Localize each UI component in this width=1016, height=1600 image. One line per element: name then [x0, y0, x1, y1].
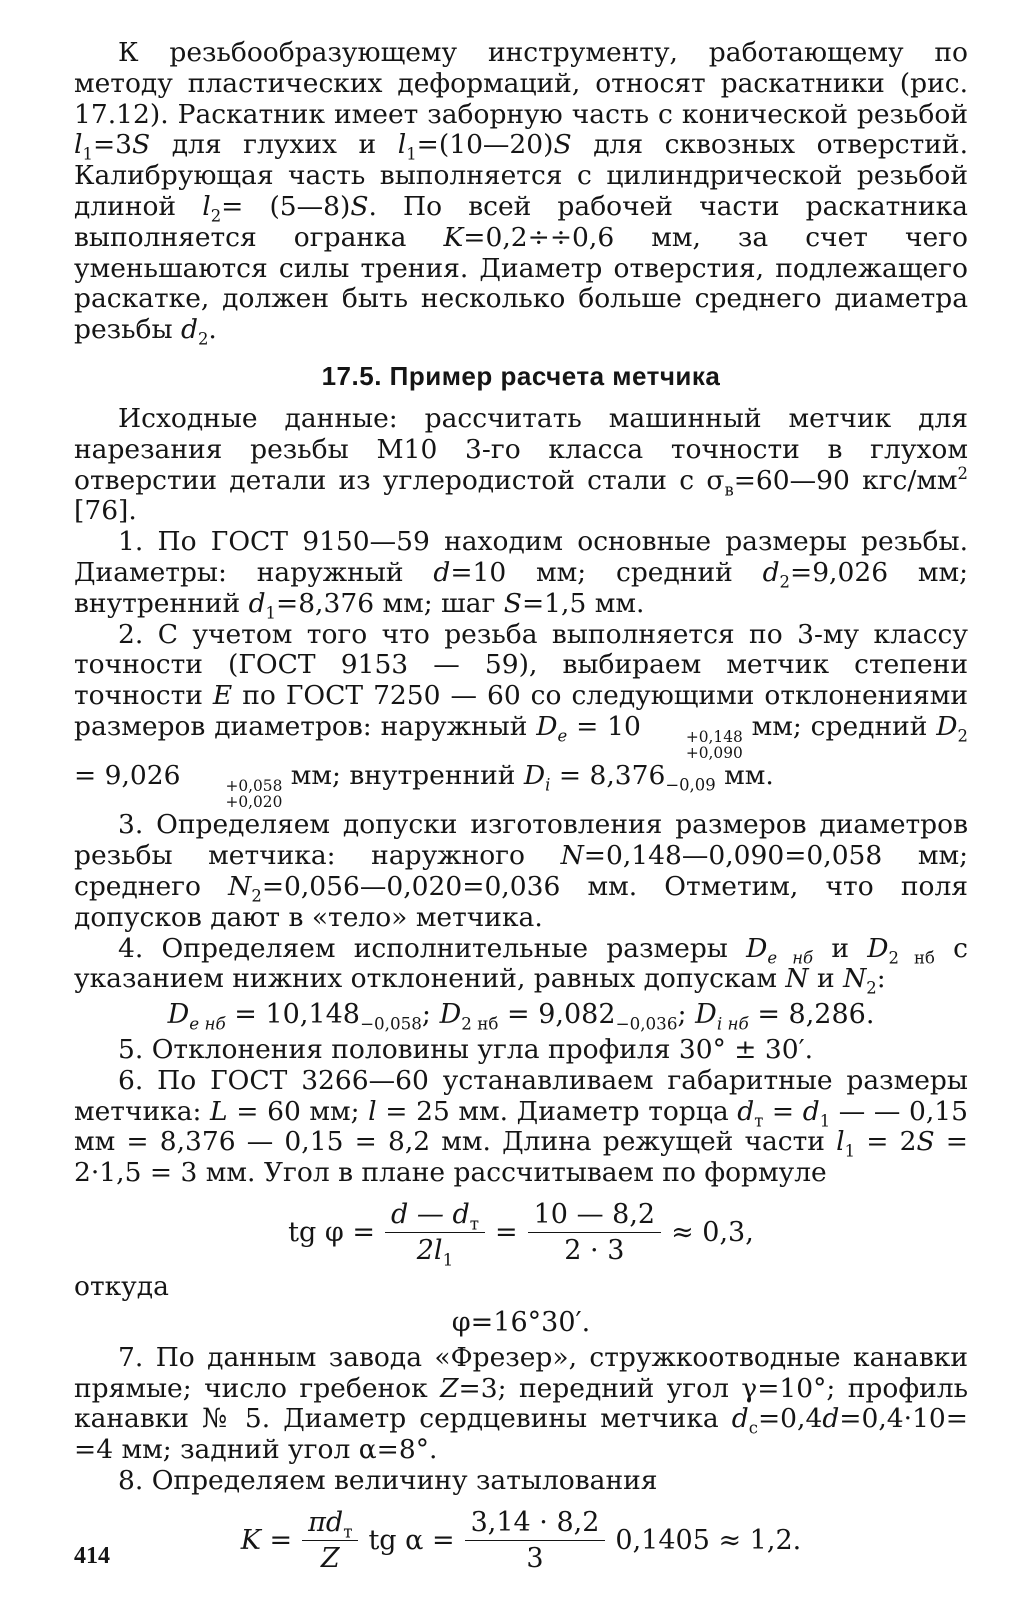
step-3-paragraph: 3. Определяем допуски изготовления размеров диаметров резьбы метчика: наружного N=0,148—0,090=0,058 мм; среднего $N_2=0,056—0,020=0,036$ мм. Отметим, что поля допусков дают в «тело» метчика.	[74, 809, 969, 933]
page-number: 414	[74, 1543, 110, 1569]
step-1-paragraph: 1. По ГОСТ 9150—59 находим основные размеры резьбы. Диаметры: наружный d=10 мм; средний $d_2=9,026$ мм; внутренний $d_1=8,376$ мм; шаг S=1,5 мм.	[74, 526, 968, 623]
page-body	[74, 38, 968, 1580]
step-4-paragraph: 4. Определяем исполнительные размеры $D_{e нб}$ и $D_{2 нб}$ с указанием нижних отклонений, равных допускам N и $N_2$:	[74, 932, 968, 998]
backoff-formula: K = $\frac{\pi d_т}{Z}$ tg α = $\frac{3,14 \cdot 8,2}{3}$ 0,1405 ≈ 1,2.	[240, 1506, 802, 1574]
step-5-paragraph: 5. Отклонения половины угла профиля 30° ± 30′.	[118, 1034, 814, 1066]
step-8-paragraph: 8. Определяем величину затылования	[118, 1465, 658, 1497]
angle-formula: tg φ = $\frac{d — d_т}{2l_1}$ = $\frac{10 — 8,2}{2 \cdot 3}$ ≈ 0,3,	[288, 1199, 754, 1270]
step-6-paragraph: 6. По ГОСТ 3266—60 устанавливаем габаритные размеры метчика: L = 60 мм; l = 25 мм. Диаметр торца $d_т = d_1$ — — 0,15 мм = 8,376 — 0,15 = 8,2 мм. Длина режущей части $l_1 = 2S = 2\cdot 1,5 = 3$ мм. Угол в плане рассчитываем по формуле	[74, 1064, 968, 1189]
section-title: 17.5. Пример расчета метчика	[321, 360, 721, 391]
phi-equation: φ=16°30′.	[451, 1306, 591, 1338]
step-2-paragraph: 2. С учетом того что резьба выполняется по 3-му классу точности (ГОСТ 9153 — 59), выбираем метчик степени точности E по ГОСТ 7250 — 60 со следующими отклонениями размеров диаметров: наружный $D_e = 10$ +0,148 +0,090 мм; средний $D_2 = 9,026$ +0,058 +0,020 мм; внутренний $D_i = 8,376_{-0,09}$ мм.	[74, 618, 968, 812]
step-7-paragraph: 7. По данным завода «Фрезер», стружкоотводные канавки прямые; число гребенок Z=3; передний угол γ=10°; профиль канавки № 5. Диаметр сердцевины метчика $d_c=0,4d=0,4\cdot 10= =4$ мм; задний угол α=8°.	[74, 1341, 968, 1466]
otkuda-text: откуда	[74, 1271, 169, 1303]
initial-data-paragraph: Исходные данные: рассчитать машинный метчик для нарезания резьбы М10 3-го класса точности в глухом отверстии детали из углеродистой стали с $\sigma_в=60—90$ кгс/$мм^2$ [76].	[74, 402, 968, 527]
executive-sizes-equation: $D_{e нб} = 10,148_{-0,058}$; $D_{2 нб} = 9,082_{-0,036}$; $D_{i нб} = 8,286$.	[167, 999, 875, 1034]
intro-paragraph: К резьбообразующему инструменту, работающему по методу пластических деформаций, относят раскатники (рис. 17.12). Раскатник имеет заборную часть с конической резьбой $l_1=3S$ для глухих и $l_1=(10—20)S$ для сквозных отверстий. Калибрующая часть выполняется с цилиндрической резьбой длиной $l_2=$ (5—8)S. По всей рабочей части раскатника выполняется огранка K=0,2÷÷0,6 мм, за счет чего уменьшаются силы трения. Диаметр отверстия, подлежащего раскатке, должен быть несколько больше среднего диаметра резьбы $d_2$.	[74, 37, 969, 349]
